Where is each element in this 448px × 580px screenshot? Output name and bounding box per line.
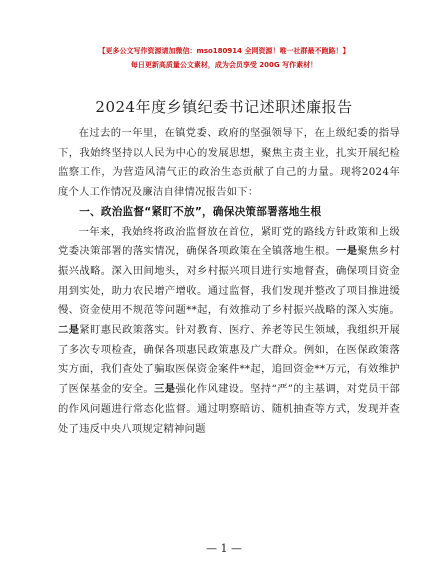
item-text-2: 紧盯惠民政策落实。针对教育、医疗、养老等民生领域，我组织开展了多次专项检查，确保各项惠民政策惠及广大群众。例如，在医保政策落实方面，我们查处了骗取医保资金案件**起，追回资金**万元，有效维护了医保基金的安全。	[58, 324, 401, 396]
item-text-1: 聚焦乡村振兴战略。深入田间地头，对乡村振兴项目进行实地督查，确保项目资金用到实处，助力农民增产增收。通过监督，我们发现并整改了项目推进缓慢、资金使用不规范等问题**起，有效推动了乡村振兴战略的深入实施。	[58, 245, 401, 317]
promo-banner-line1: 【更多公文写作资源请加微信：mso180914 全网资源！唯一社群最不跑路！】	[98, 47, 350, 55]
section-paragraph-1	[58, 223, 400, 440]
page-number: — 1 —	[206, 542, 242, 555]
section-heading-1: 一、政治监督“紧盯不放”，确保决策部署落地生根	[79, 205, 322, 218]
document-title: 2024年度乡镇纪委书记述职述廉报告	[95, 98, 353, 116]
item-text-3: 强化作风建设。坚持“严”的主基调，对党员干部的作风问题进行常态化监督。通过明察暗访、随机抽查等方式，发现并查处了违反中央八项规定精神问题	[58, 383, 401, 435]
paragraph-opening: 一年来，我始终将政治监督放在首位，紧盯党的路线方针政策和上级党委决策部署的落实情况，确保各项政策在全镇落地生根。	[58, 225, 400, 258]
item-label-1: 一是	[336, 245, 358, 258]
document-body	[58, 124, 400, 439]
promo-banner-line2: 每日更新高质量公文素材，成为会员享受 200G 写作素材！	[130, 61, 318, 69]
item-label-3: 三是	[154, 383, 176, 396]
item-label-2: 二是	[58, 324, 80, 337]
intro-paragraph: 在过去的一年里，在镇党委、政府的坚强领导下，在上级纪委的指导下，我始终坚持以人民为中心的发展思想，聚焦主责主业，扎实开展纪检监察工作，为营造风清气正的政治生态贡献了自己的力量。现将2024年度个人工作情况及廉洁自律情况报告如下：	[58, 127, 400, 199]
